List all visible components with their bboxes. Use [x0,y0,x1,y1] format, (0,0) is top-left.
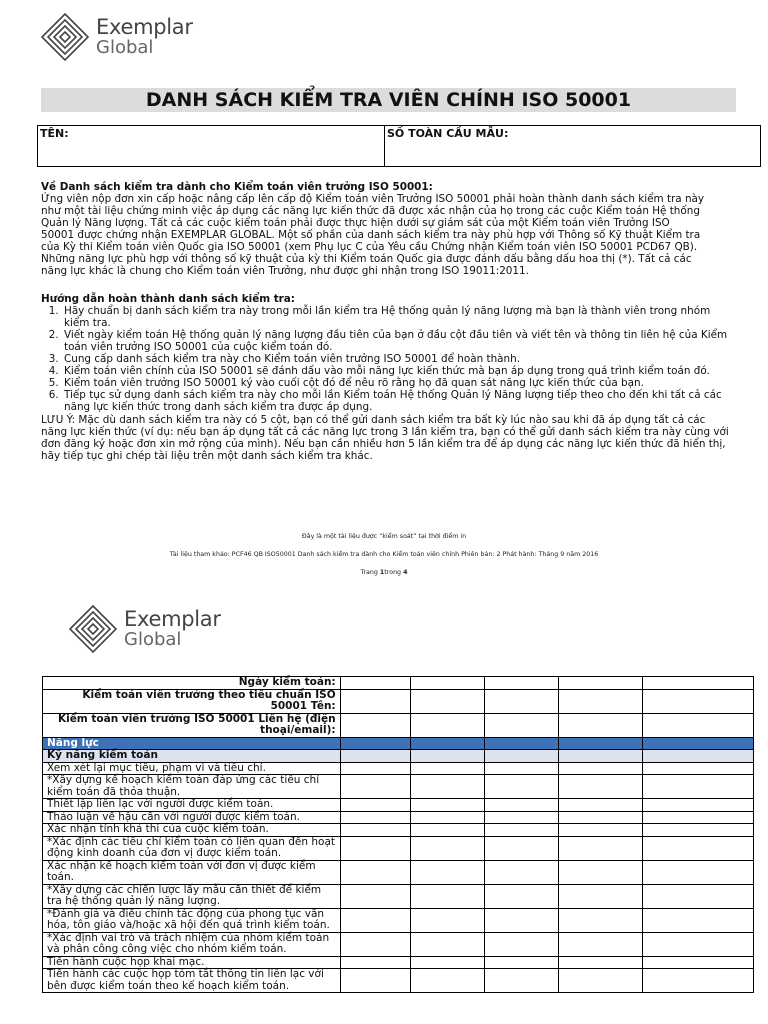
check-cell[interactable] [340,762,410,775]
table-header-row [43,713,754,737]
check-cell[interactable] [410,908,485,932]
lead-auditor-contact-cell[interactable] [410,713,485,737]
subsection-row [43,750,754,763]
lead-auditor-name-label: Kiểm toán viên trưởng theo tiêu chuẩn ISO 50001 Tên: [43,689,341,713]
logo-wordmark-line2: Global [124,629,182,650]
competency-label: Xác nhận kế hoạch kiểm toán với đơn vị được kiểm toán. [43,860,341,884]
check-cell[interactable] [559,908,643,932]
intro-line: như một tài liệu chứng minh việc áp dụng các năng lực kiến thức đã được xác nhận của họ trong các cuộc Kiểm toán Hệ thống [41,205,700,217]
lead-auditor-name-cell[interactable] [485,689,559,713]
check-cell[interactable] [340,932,410,956]
competency-label: *Đánh giá và điều chỉnh tác động của phong tục văn hóa, tôn giáo và/hoặc xã hội đến quá trình kiểm toán. [43,908,341,932]
check-cell[interactable] [340,836,410,860]
check-cell[interactable] [559,799,643,812]
check-cell[interactable] [643,836,754,860]
competency-label: Tiến hành các cuộc họp tóm tắt thông tin liên lạc với bên được kiểm toán theo kế hoạch kiểm toán. [43,969,341,993]
check-cell[interactable] [559,762,643,775]
audit-date-cell[interactable] [559,677,643,690]
check-cell[interactable] [485,775,559,799]
lead-auditor-contact-cell[interactable] [340,713,410,737]
check-cell[interactable] [485,969,559,993]
check-cell[interactable] [410,824,485,837]
audit-date-cell[interactable] [643,677,754,690]
check-cell[interactable] [485,884,559,908]
check-cell[interactable] [559,956,643,969]
table-row [43,969,754,993]
check-cell[interactable] [485,811,559,824]
page-mid: trong [384,569,404,576]
intro-section [41,181,731,277]
table-header-row [43,689,754,713]
check-cell[interactable] [410,836,485,860]
check-cell[interactable] [340,824,410,837]
table-row [43,860,754,884]
lead-auditor-contact-cell[interactable] [643,713,754,737]
competency-label: *Xây dựng các chiến lược lấy mẫu cần thiết để kiểm tra hệ thống quản lý năng lượng. [43,884,341,908]
table-row [43,775,754,799]
intro-line: năng lực khác là chung cho Kiểm toán viên Trưởng, như được ghi nhận trong ISO 19011:2011. [41,265,529,277]
intro-line: của Kỳ thi Kiểm toán viên Quốc gia ISO 50001 (xem Phụ lục C của Yêu cầu Chứng nhận Kiểm toán viên ISO 50001 PCD67 QB). [41,241,698,253]
check-cell[interactable] [410,884,485,908]
instructions-section [41,293,731,413]
page-title: DANH SÁCH KIỂM TRA VIÊN CHÍNH ISO 50001 [41,88,736,112]
audit-date-label: Ngày kiểm toán: [43,677,341,690]
check-cell[interactable] [643,884,754,908]
check-cell[interactable] [485,956,559,969]
table-row [43,908,754,932]
check-cell[interactable] [410,932,485,956]
instruction-item: 1. Hãy chuẩn bị danh sách kiểm tra này trong mỗi lần kiểm tra Hệ thống quản lý năng lượng mà bạn là thành viên trong nhóm kiểm tra. [62,305,731,329]
check-cell[interactable] [410,969,485,993]
competency-label: Xem xét lại mục tiêu, phạm vi và tiêu chí. [43,762,341,775]
competency-label: *Xác định vai trò và trách nhiệm của nhóm kiểm toán và phân công công việc cho nhóm kiểm toán. [43,932,341,956]
table-header-row [43,677,754,690]
table-row [43,932,754,956]
competency-checklist-table [42,676,754,993]
check-cell[interactable] [410,775,485,799]
lead-auditor-contact-cell[interactable] [485,713,559,737]
lead-auditor-name-cell[interactable] [559,689,643,713]
check-cell[interactable] [340,799,410,812]
competency-label: Thảo luận về hậu cần với người được kiểm toán. [43,811,341,824]
competency-label: Tiến hành cuộc họp khai mạc. [43,956,341,969]
instruction-item: 5. Kiểm toán viên trưởng ISO 50001 ký vào cuối cột đó để nêu rõ rằng họ đã quan sát năng lực kiến thức của bạn. [62,377,731,389]
lead-auditor-name-cell[interactable] [643,689,754,713]
check-cell[interactable] [643,775,754,799]
name-field[interactable]: TÊN: [38,126,385,166]
instructions-heading: Hướng dẫn hoàn thành danh sách kiểm tra: [41,293,295,305]
table-row [43,762,754,775]
check-cell[interactable] [643,762,754,775]
lead-auditor-name-cell[interactable] [340,689,410,713]
audit-date-cell[interactable] [410,677,485,690]
check-cell[interactable] [340,811,410,824]
section-label: Năng lực [43,737,341,750]
check-cell[interactable] [340,775,410,799]
check-cell[interactable] [410,762,485,775]
table-row [43,799,754,812]
intro-line: Những năng lực phù hợp với thông số kỹ thuật của kỳ thi Kiểm toán Quốc gia được đánh dấu bằng dấu hoa thị (*). Tất cả các [41,253,692,265]
name-number-box [37,125,761,167]
check-cell[interactable] [485,824,559,837]
page-current: 1 [379,569,385,576]
audit-date-cell[interactable] [485,677,559,690]
check-cell[interactable] [559,775,643,799]
intro-heading: Về Danh sách kiểm tra dành cho Kiểm toán viên trưởng ISO 50001: [41,181,433,193]
check-cell[interactable] [485,799,559,812]
lead-auditor-contact-cell[interactable] [559,713,643,737]
check-cell[interactable] [485,860,559,884]
check-cell[interactable] [643,969,754,993]
table-row [43,956,754,969]
page-number [0,569,768,576]
check-cell[interactable] [485,932,559,956]
table-row [43,811,754,824]
check-cell[interactable] [559,860,643,884]
check-cell[interactable] [643,860,754,884]
check-cell[interactable] [643,956,754,969]
intro-line: Quản lý Năng lượng. Tất cả các cuộc kiểm toán phải được thực hiện dưới sự giám sát của một Kiểm toán viên Trưởng ISO [41,217,670,229]
check-cell[interactable] [410,956,485,969]
check-cell[interactable] [643,811,754,824]
subsection-label: Kỹ năng kiểm toán [43,750,341,763]
document-reference: Tài liệu tham khảo: PCF46 QB ISO50001 Danh sách kiểm tra dành cho Kiểm toán viên chính Phiên bản: 2 Phát hành: Tháng 9 năm 2016 [169,551,599,558]
check-cell[interactable] [559,811,643,824]
check-cell[interactable] [340,908,410,932]
check-cell[interactable] [340,956,410,969]
diamond-logo-icon [40,12,90,62]
check-cell[interactable] [643,799,754,812]
page-prefix: Trang [360,569,380,576]
global-number-field[interactable]: SỐ TOÀN CẦU MẪU: [387,127,509,140]
check-cell[interactable] [485,836,559,860]
competency-label: *Xây dựng kế hoạch kiểm toán đáp ứng các tiêu chí kiểm toán đã thỏa thuận. [43,775,341,799]
check-cell[interactable] [410,799,485,812]
table-row [43,884,754,908]
logo-wordmark-line1: Exemplar [96,15,193,39]
competency-label: *Xác định các tiêu chí kiểm toán có liên quan đến hoạt động kinh doanh của đơn vị được kiểm toán. [43,836,341,860]
lead-auditor-contact-label: Kiểm toán viên trưởng ISO 50001 Liên hệ (điện thoại/email): [43,713,341,737]
check-cell[interactable] [643,824,754,837]
diamond-logo-icon [68,604,118,654]
competency-label: Xác nhận tính khả thi của cuộc kiểm toán. [43,824,341,837]
check-cell[interactable] [410,860,485,884]
note-paragraph: LƯU Ý: Mặc dù danh sách kiểm tra này có 5 cột, bạn có thể gửi danh sách kiểm tra bất kỳ lúc nào sau khi đã áp dụng tất cả các năng lực kiến thức (ví dụ: nếu bạn áp dụng tất cả các năng lực trong 3 lần kiểm tra, bạn có thể gửi danh sách kiểm tra này cùng với đơn đăng ký hoặc đơn xin mở rộng của mình). Nếu bạn cần nhiều hơn 5 lần kiểm tra để áp dụng các năng lực kiến thức đã hiển thị, hãy tiếp tục ghi chép tài liệu trên một danh sách kiểm tra khác. [41,414,729,462]
exemplar-global-logo [40,12,193,62]
check-cell[interactable] [340,860,410,884]
check-cell[interactable] [485,762,559,775]
exemplar-global-logo-page2 [68,604,221,654]
check-cell[interactable] [559,932,643,956]
check-cell[interactable] [643,908,754,932]
check-cell[interactable] [559,969,643,993]
instruction-item: 4. Kiểm toán viên chính của ISO 50001 sẽ đánh dấu vào mỗi năng lực kiến thức mà bạn áp dụng trong quá trình kiểm toán đó. [62,365,731,377]
lead-auditor-name-cell[interactable] [410,689,485,713]
competency-label: Thiết lập liên lạc với người được kiểm toán. [43,799,341,812]
check-cell[interactable] [340,969,410,993]
table-row [43,836,754,860]
check-cell[interactable] [643,932,754,956]
table-row [43,824,754,837]
logo-wordmark-line1: Exemplar [124,607,221,631]
section-row [43,737,754,750]
check-cell[interactable] [485,908,559,932]
page-total: 4 [403,569,408,576]
instruction-item: 2. Viết ngày kiểm toán Hệ thống quản lý năng lượng đầu tiên của bạn ở đầu cột đầu tiên và viết tên và thông tin liên hệ của Kiểm toán viên trưởng ISO 50001 của cuộc kiểm toán đó. [62,329,731,353]
instructions-list [62,305,731,413]
audit-date-cell[interactable] [340,677,410,690]
instruction-item: 3. Cung cấp danh sách kiểm tra này cho Kiểm toán viên trưởng ISO 50001 để hoàn thành. [62,353,731,365]
check-cell[interactable] [340,884,410,908]
intro-line: 50001 được chứng nhận EXEMPLAR GLOBAL. Một số phần của danh sách kiểm tra này phù hợp với Thông số Kỹ thuật Kiểm tra [41,229,701,241]
logo-wordmark-line2: Global [96,37,154,58]
check-cell[interactable] [410,811,485,824]
instruction-item: 6. Tiếp tục sử dụng danh sách kiểm tra này cho mỗi lần Kiểm toán Hệ thống Quản lý Năng lượng tiếp theo cho đến khi tất cả các năng lực kiến thức trong danh sách kiểm tra được áp dụng. [62,389,731,413]
check-cell[interactable] [559,884,643,908]
check-cell[interactable] [559,836,643,860]
intro-line: Ứng viên nộp đơn xin cấp hoặc nâng cấp lên cấp độ Kiểm toán viên Trưởng ISO 50001 phải hoàn thành danh sách kiểm tra này [41,193,705,205]
controlled-document-notice: Đây là một tài liệu được “kiểm soát” tại thời điểm in [301,533,467,540]
check-cell[interactable] [559,824,643,837]
